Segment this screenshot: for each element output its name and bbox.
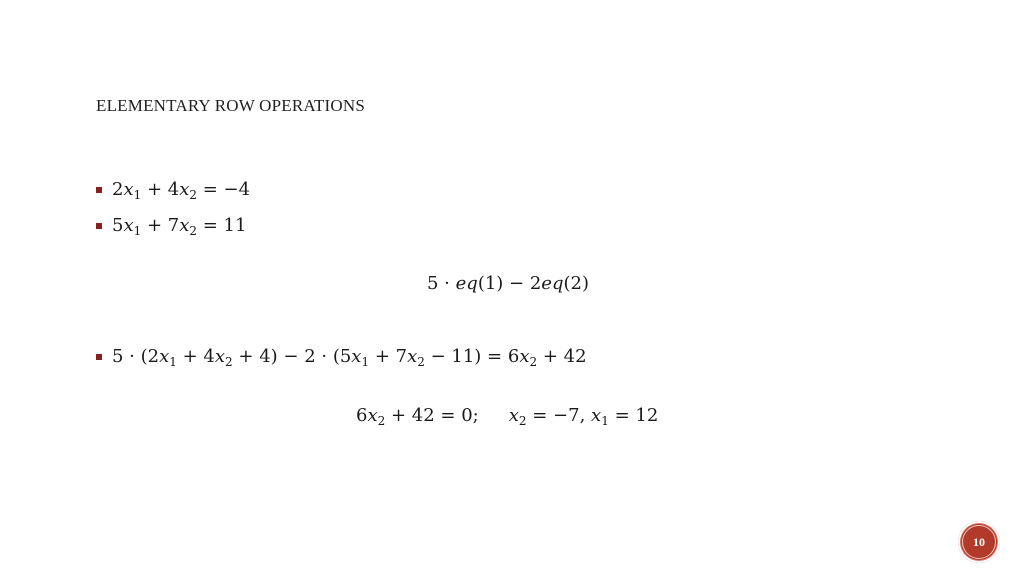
bullet-square-icon (96, 187, 102, 193)
combination-equation: $5 \cdot (2x_1 + 4x_2 + 4) - 2 \cdot (5x_1 + 7x_2 - 11) = 6x_2 + 42$ (112, 346, 587, 369)
slide-title: ELEMENTARY ROW OPERATIONS (96, 96, 366, 115)
page-number-badge (958, 521, 1000, 563)
equation-2: $5x_1 + 7x_2 = 11$ (112, 215, 247, 238)
bullet-square-icon (96, 354, 102, 360)
bullet-combination (96, 346, 587, 367)
page-number: 10 (962, 525, 996, 559)
bullet-equation-2 (96, 215, 246, 236)
bullet-square-icon (96, 223, 102, 229)
solution-line: $6x_2 + 42 = 0$; $x_2 = -7$, $x_1 = 12$ (356, 405, 659, 428)
equation-1: $2x_1 + 4x_2 = -4$ (112, 179, 251, 202)
row-operation: 5 · eq(1) − 2eq(2) (427, 273, 589, 294)
bullet-equation-1 (96, 179, 250, 200)
